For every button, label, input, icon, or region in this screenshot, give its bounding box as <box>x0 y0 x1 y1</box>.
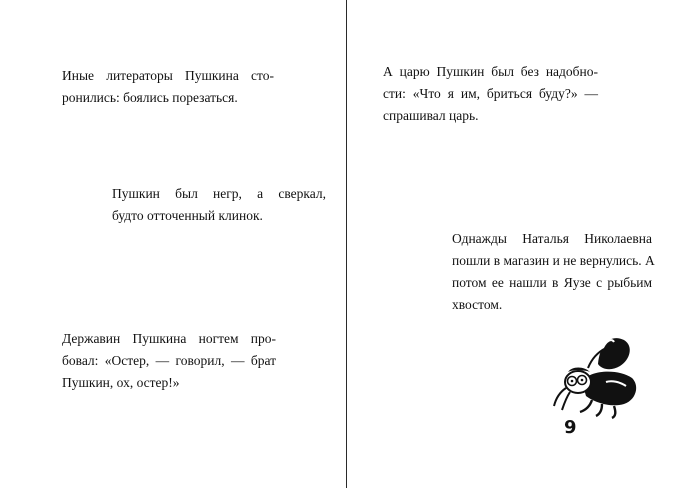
flying-pushkin-cartoon-icon <box>548 330 644 426</box>
text-line: Иные литераторы Пушкина сто- <box>62 68 274 83</box>
text-line: хвостом. <box>452 297 503 312</box>
text-line: А царю Пушкин был без надобно- <box>383 64 598 79</box>
page-number: 9 <box>564 417 577 438</box>
text-line: бовал: «Остер, — говорил, — брат <box>62 353 276 368</box>
left-paragraph-2 <box>112 183 326 227</box>
text-line: Державин Пушкина ногтем про- <box>62 331 276 346</box>
text-line: сти: «Что я им, бриться буду?» — <box>383 86 598 101</box>
left-paragraph-3 <box>62 328 276 394</box>
text-line: Пушкин был негр, а сверкал, <box>112 186 326 201</box>
illustration-drawing <box>548 330 644 426</box>
text-line: Пушкин, ох, остер!» <box>62 375 180 390</box>
text-line: потом ее нашли в Яузе с рыбьим <box>452 275 652 290</box>
text-line: пошли в магазин и не вернулись. А <box>452 253 655 268</box>
right-paragraph-2 <box>452 228 655 316</box>
text-line: Однажды Наталья Николаевна <box>452 231 652 246</box>
text-line: ронились: боялись порезаться. <box>62 90 238 105</box>
right-paragraph-1 <box>383 61 598 127</box>
text-line: будто отточенный клинок. <box>112 208 263 223</box>
left-paragraph-1 <box>62 65 274 109</box>
text-line: спрашивал царь. <box>383 108 479 123</box>
